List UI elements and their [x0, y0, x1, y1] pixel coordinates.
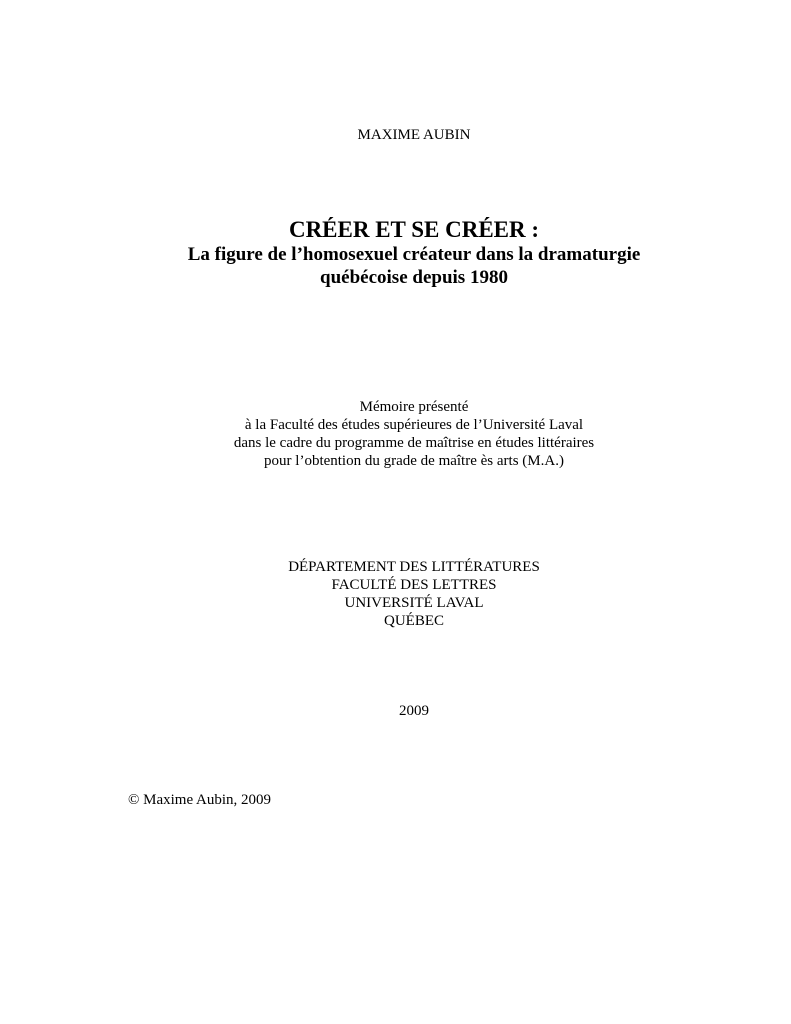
institution-line: QUÉBEC	[384, 613, 444, 629]
thesis-year: 2009	[399, 703, 429, 719]
institution-line: DÉPARTEMENT DES LITTÉRATURES	[288, 559, 540, 575]
author-name: MAXIME AUBIN	[357, 127, 471, 143]
copyright-notice: © Maxime Aubin, 2009	[128, 792, 272, 808]
memoire-statement	[0, 398, 791, 470]
thesis-subtitle	[0, 243, 791, 289]
memoire-line: Mémoire présenté	[359, 399, 469, 415]
memoire-line: dans le cadre du programme de maîtrise en études littéraires	[233, 435, 595, 451]
memoire-line: à la Faculté des études supérieures de l’Université Laval	[244, 417, 584, 433]
thesis-title: CRÉER ET SE CRÉER :	[288, 217, 540, 242]
institution-block	[0, 558, 791, 630]
institution-line: FACULTÉ DES LETTRES	[331, 577, 497, 593]
subtitle-line: québécoise depuis 1980	[320, 267, 508, 288]
institution-line: UNIVERSITÉ LAVAL	[344, 595, 484, 611]
subtitle-line: La figure de l’homosexuel créateur dans la dramaturgie	[187, 244, 641, 265]
memoire-line: pour l’obtention du grade de maître ès arts (M.A.)	[264, 453, 564, 469]
